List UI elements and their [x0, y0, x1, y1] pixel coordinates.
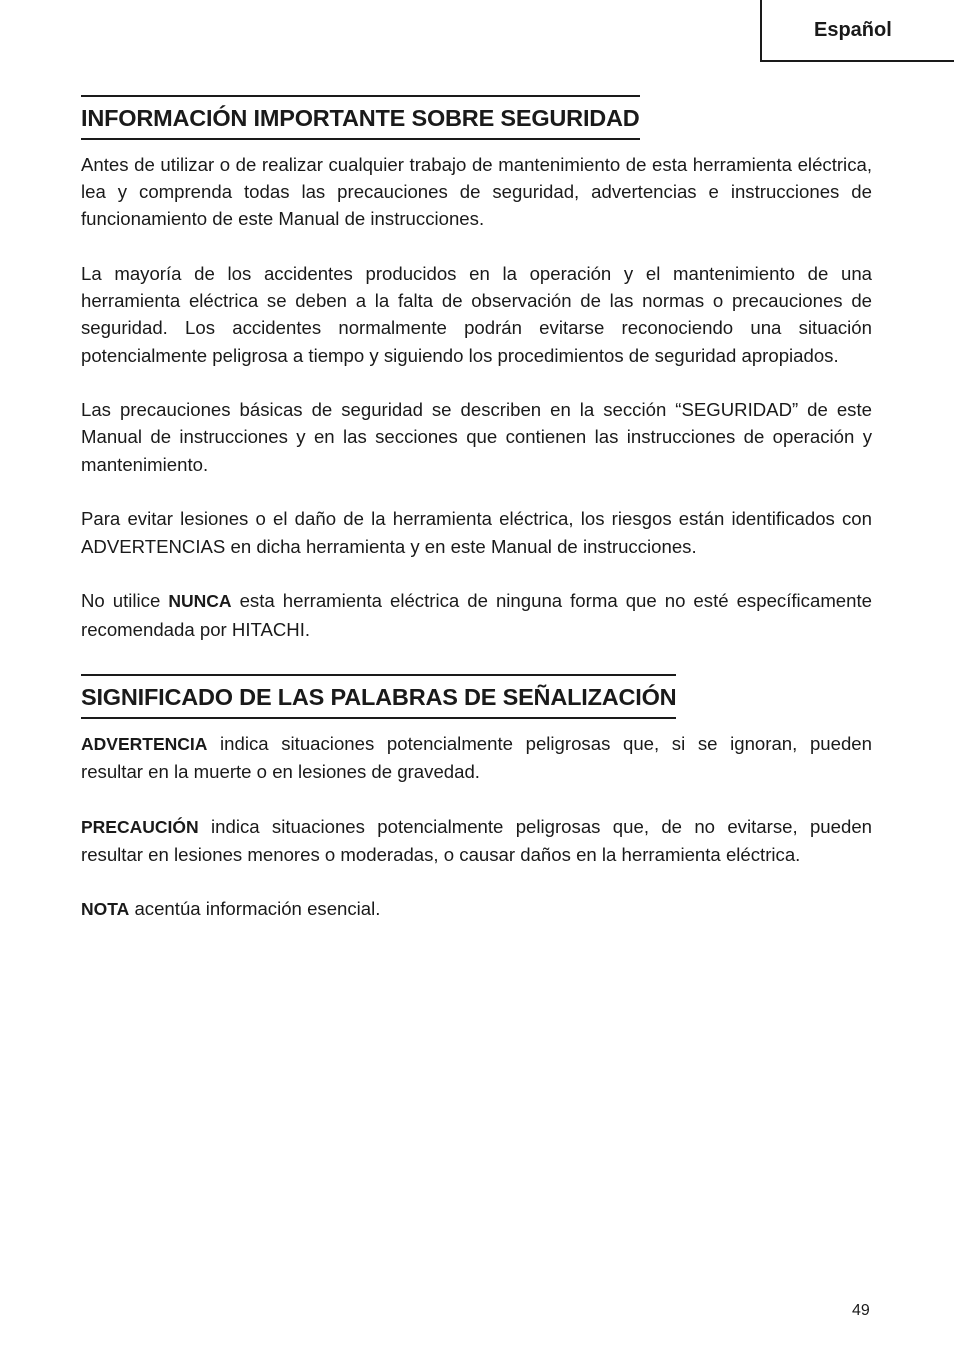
paragraph-never — [81, 587, 872, 643]
paragraph-intro: Antes de utilizar o de realizar cualquier trabajo de mantenimiento de esta herramienta eléctrica, lea y comprenda todas las precauciones de seguridad, advertencias e instrucciones de funcionamiento de este Manual de instrucciones. — [81, 153, 872, 230]
signal-term-warning: ADVERTENCIA — [81, 733, 208, 754]
signal-description-warning: indica situaciones potencialmente peligrosas que, si se ignoran, pueden resultar en la muerte o en lesiones de gravedad. — [81, 732, 872, 782]
paragraph-accidents: La mayoría de los accidentes producidos en la operación y el mantenimiento de una herramienta eléctrica se deben a la falta de observación de las normas o precauciones de seguridad. Los accidentes normalmente podrán evitarse reconociendo una situación potencialmente peligrosa a tiempo y siguiendo los procedimientos de seguridad apropiados. — [81, 262, 872, 366]
paragraph-basic-precautions: Las precauciones básicas de seguridad se describen en la sección “SEGURIDAD” de este Manual de instrucciones y en las secciones que contienen las instrucciones de operación y mantenimiento. — [81, 399, 872, 475]
signal-word-warning — [81, 730, 872, 786]
signal-word-note — [81, 895, 872, 923]
signal-word-caution — [81, 813, 872, 869]
language-label: Español — [814, 18, 892, 41]
section-title-signal-words: SIGNIFICADO DE LAS PALABRAS DE SEÑALIZACIÓN — [81, 674, 676, 719]
language-tab — [760, 0, 954, 62]
never-text-before: No utilice — [81, 590, 161, 612]
page-number: 49 — [852, 1302, 870, 1319]
signal-term-note: NOTA — [81, 899, 130, 920]
signal-description-note: acentúa información esencial. — [134, 898, 381, 920]
page-content — [81, 95, 872, 951]
never-emphasis: NUNCA — [168, 591, 232, 612]
paragraph-warnings: Para evitar lesiones o el daño de la herramienta eléctrica, los riesgos están identificados con ADVERTENCIAS en dicha herramienta y en este Manual de instrucciones. — [81, 508, 872, 557]
never-text-after: esta herramienta eléctrica de ninguna forma que no esté específicamente recomendada por HITACHI. — [81, 590, 872, 640]
signal-term-caution: PRECAUCIÓN — [81, 816, 199, 837]
section-title-safety: INFORMACIÓN IMPORTANTE SOBRE SEGURIDAD — [81, 95, 640, 140]
signal-description-caution: indica situaciones potencialmente peligrosas que, de no evitarse, pueden resultar en lesiones menores o moderadas, o causar daños en la herramienta eléctrica. — [81, 815, 872, 865]
